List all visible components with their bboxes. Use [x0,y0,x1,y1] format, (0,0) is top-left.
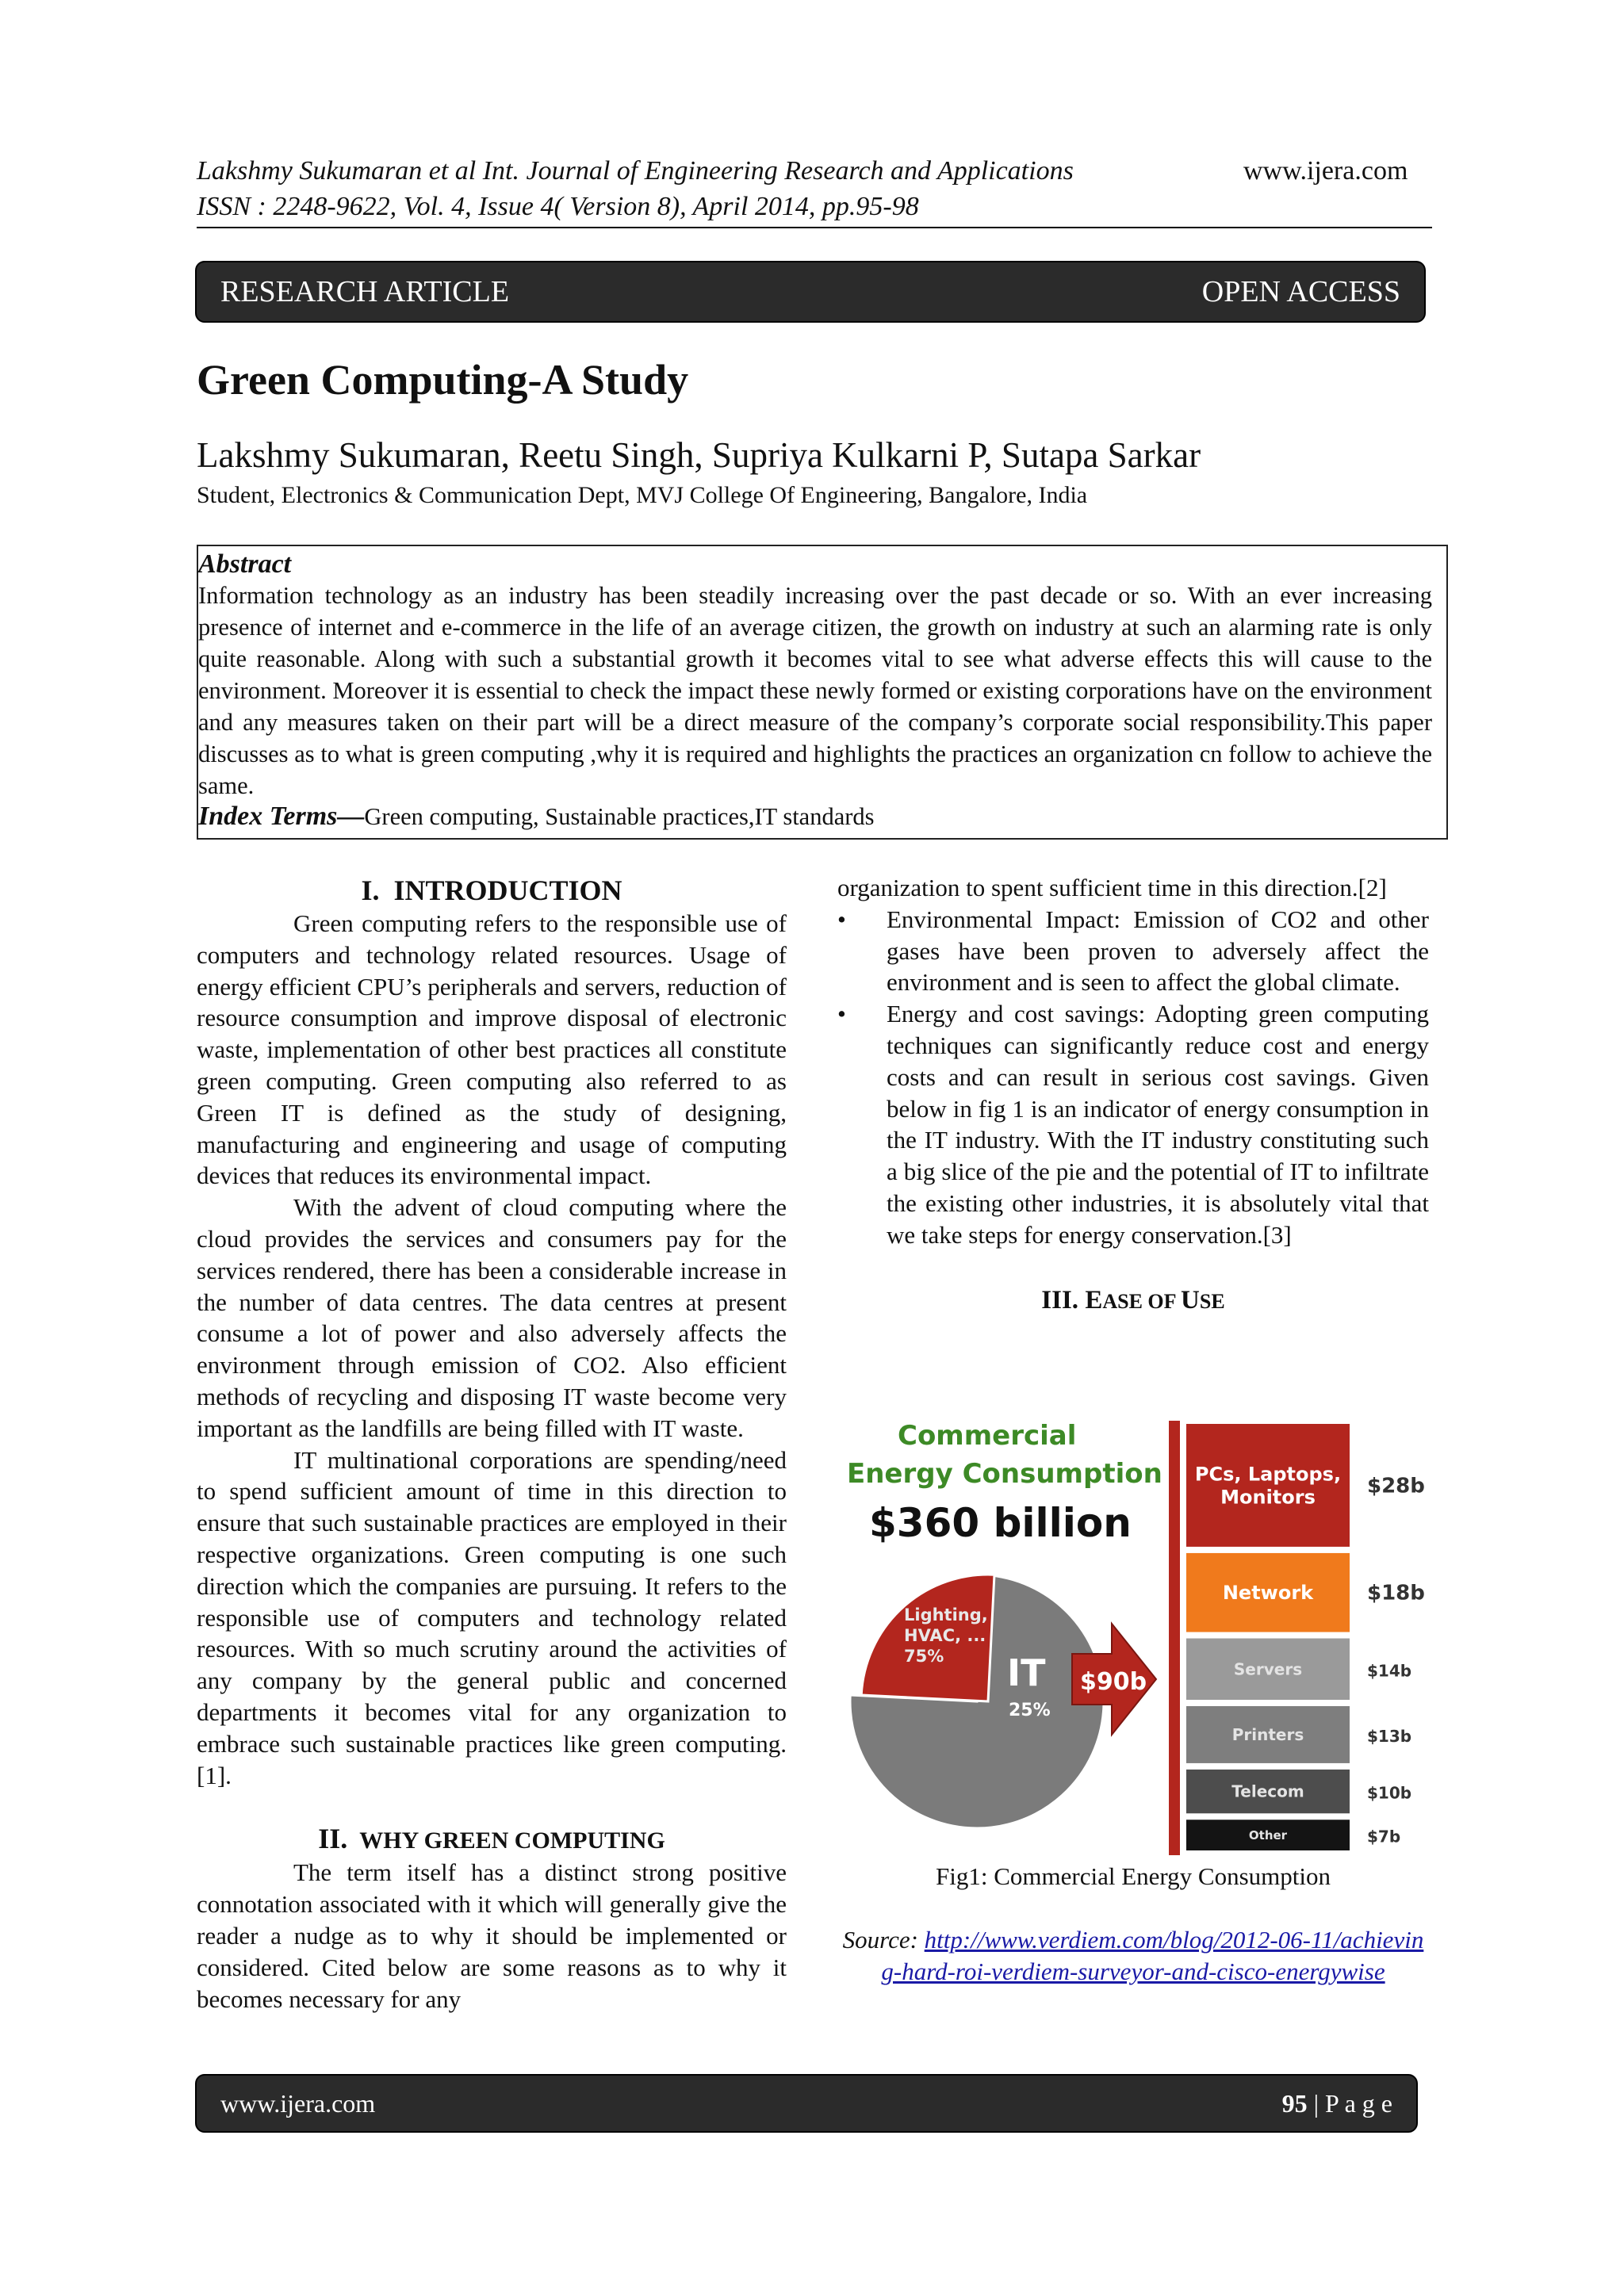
index-terms-value: Green computing, Sustainable practices,IT standards [364,803,875,830]
issn-line: ISSN : 2248-9622, Vol. 4, Issue 4( Version 8), April 2014, pp.95-98 [197,192,919,221]
index-terms-label: Index Terms— [198,802,365,831]
pie-label-line2: HVAC, ... [904,1626,986,1645]
abstract-box [197,545,1448,840]
figure-caption: Fig1: Commercial Energy Consumption [936,1862,1331,1890]
source-link[interactable]: http://www.verdiem.com/blog/2012-06-11/achieving-hard-roi-verdiem-surveyor-and-cisco-energywise [881,1926,1424,1985]
affiliation: Student, Electronics & Communication Dept, MVJ College Of Engineering, Bangalore, India [197,482,1088,508]
footer-bar [197,2076,1416,2131]
bar-label-telecom: Telecom [1231,1781,1304,1801]
journal-line: Lakshmy Sukumaran et al Int. Journal of Engineering Research and Applications [197,156,1074,186]
section-2-number: II. [318,1823,348,1855]
research-article-label: RESEARCH ARTICLE [220,275,510,308]
abstract-heading: Abstract [198,549,292,579]
right-column [837,872,1429,1319]
bar-label-network: Network [1222,1582,1314,1605]
article-banner [197,262,1424,321]
bar-label-other: Other [1248,1827,1288,1843]
bar-label-servers: Servers [1233,1659,1303,1679]
section-3-rest2: SE [1199,1289,1225,1313]
footer-website[interactable]: www.ijera.com [220,2088,376,2118]
header-website: www.ijera.com [1243,156,1408,186]
footer-page [1282,2089,1392,2118]
figure-source [837,1924,1429,1988]
figure-heading-2: Energy Consumption [847,1458,1162,1490]
section-3-e: E [1085,1285,1103,1314]
figure-heading-1: Commercial [898,1420,1077,1452]
bar-value-network: $18b [1367,1581,1425,1605]
intro-paragraph-1: Green computing refers to the responsible use of computers and technology related resources. Usage of energy efficient CPU’s peripherals and servers, reduction of resource consumption and improve disposal of electronic waste, implementation of other best practices all constitute green computing. Green computing also referred to as Green IT is defined as the study of designing, manufacturing and engineering and usage of computing devices that reduces its environmental impact. [197,909,787,1190]
bar-label-printers: Printers [1231,1724,1304,1744]
section-1-heading [197,873,787,908]
right-cont-paragraph: organization to spent sufficient time in this direction.[2] [837,874,1387,901]
open-access-label: OPEN ACCESS [1201,275,1400,308]
reasons-list [837,904,1429,1251]
page-number: 95 [1281,2088,1308,2118]
authors: Lakshmy Sukumaran, Reetu Singh, Supriya Kulkarni P, Sutapa Sarkar [197,435,1201,475]
section-3-rest1: ASE OF [1102,1289,1182,1313]
energy-figure [842,1416,1431,1860]
bar-value-other: $7b [1367,1827,1401,1846]
why-paragraph: The term itself has a distinct strong positive connotation associated with it which will generally give the reader a nudge as to why it should be implemented or considered. Cited below are some reasons as to why it becomes necessary for any [197,1858,787,2013]
abstract-text: Information technology as an industry has been steadily increasing over the past decade or so. With an ever increasing presence of internet and e-commerce in the life of an average citizen, the growth on industry at such an alarming rate is only quite reasonable. Along with such a substantial growth it becomes vital to see what adverse effects this will cause to the environment. Moreover it is essential to check the impact these newly formed or existing corporations have on the environment and any measures taken on their part will be a direct measure of the company’s corporate social responsibility.This paper discusses as to what is green computing ,why it is required and highlights the practices an organization cn follow to achieve the same. [198,582,1432,799]
bracket-bar [1169,1421,1180,1855]
section-3-number: III. [1041,1285,1079,1314]
pie-label-line1: Lighting, [904,1605,988,1624]
index-terms [198,802,1432,832]
header-rule [197,227,1432,228]
bar-value-pcs-laptops-monitors: $28b [1367,1474,1425,1498]
section-2-heading [197,1823,787,1857]
figure-total: $360 billion [869,1500,1132,1546]
energy-chart [842,1416,1431,1860]
reason-energy-cost: • Energy and cost savings: Adopting green computing techniques can significantly reduce cost and energy costs and can result in serious cost savings. Given below in fig 1 is an indicator of energy consumption in the IT industry. With the IT industry constituting such a big slice of the pie and the potential of IT to infiltrate the existing other industries, it is absolutely vital that we take steps for energy conservation.[3] [837,998,1429,1250]
bar-value-printers: $13b [1367,1726,1412,1746]
section-1-title: INTRODUCTION [393,874,622,906]
intro-paragraph-3: IT multinational corporations are spending/need to spend sufficient amount of time in this direction to ensure that such sustainable practices are employed in their respective organizations. Green computing is one such direction which the companies are pursuing. It refers to the responsible use of computers and technology related resources. With so much scrutiny around the activities of any company by the general public and concerned departments it becomes vital for any organization to embrace such sustainable practices like green computing.[1]. [197,1445,787,1789]
section-1-number: I. [361,874,380,906]
paper-title: Green Computing-A Study [197,356,689,404]
reason-environmental: • Environmental Impact: Emission of CO2 and other gases have been proven to adversely affect the environment and is seen to affect the global climate. [837,904,1429,998]
bar-value-telecom: $10b [1367,1783,1412,1803]
section-3-u: U [1181,1285,1200,1314]
page-label: | P a g e [1313,2088,1392,2118]
it-label: IT [1007,1651,1046,1694]
bar-value-servers: $14b [1367,1661,1412,1681]
bar-stack [1186,1424,1425,1850]
section-3-heading [837,1283,1429,1319]
source-label: Source: [842,1926,918,1954]
bar-label-pcs-laptops-monitors: PCs, Laptops, Monitors [1194,1463,1342,1509]
intro-paragraph-2: With the advent of cloud computing where the cloud provides the services and consumers pay for the services rendered, there has been a considerable increase in the number of data centres. The data centres at present consume a lot of power and also adversely affects the environment through emission of CO2. Also efficient methods of recycling and disposing IT waste become very important as the landfills are being filled with IT waste. [197,1193,787,1442]
it-percent: 25% [1009,1701,1051,1720]
left-column [197,873,787,2015]
arrow-value: $90b [1080,1668,1147,1696]
section-2-title: WHY GREEN COMPUTING [359,1827,665,1854]
pie-label-line3: 75% [904,1647,944,1666]
